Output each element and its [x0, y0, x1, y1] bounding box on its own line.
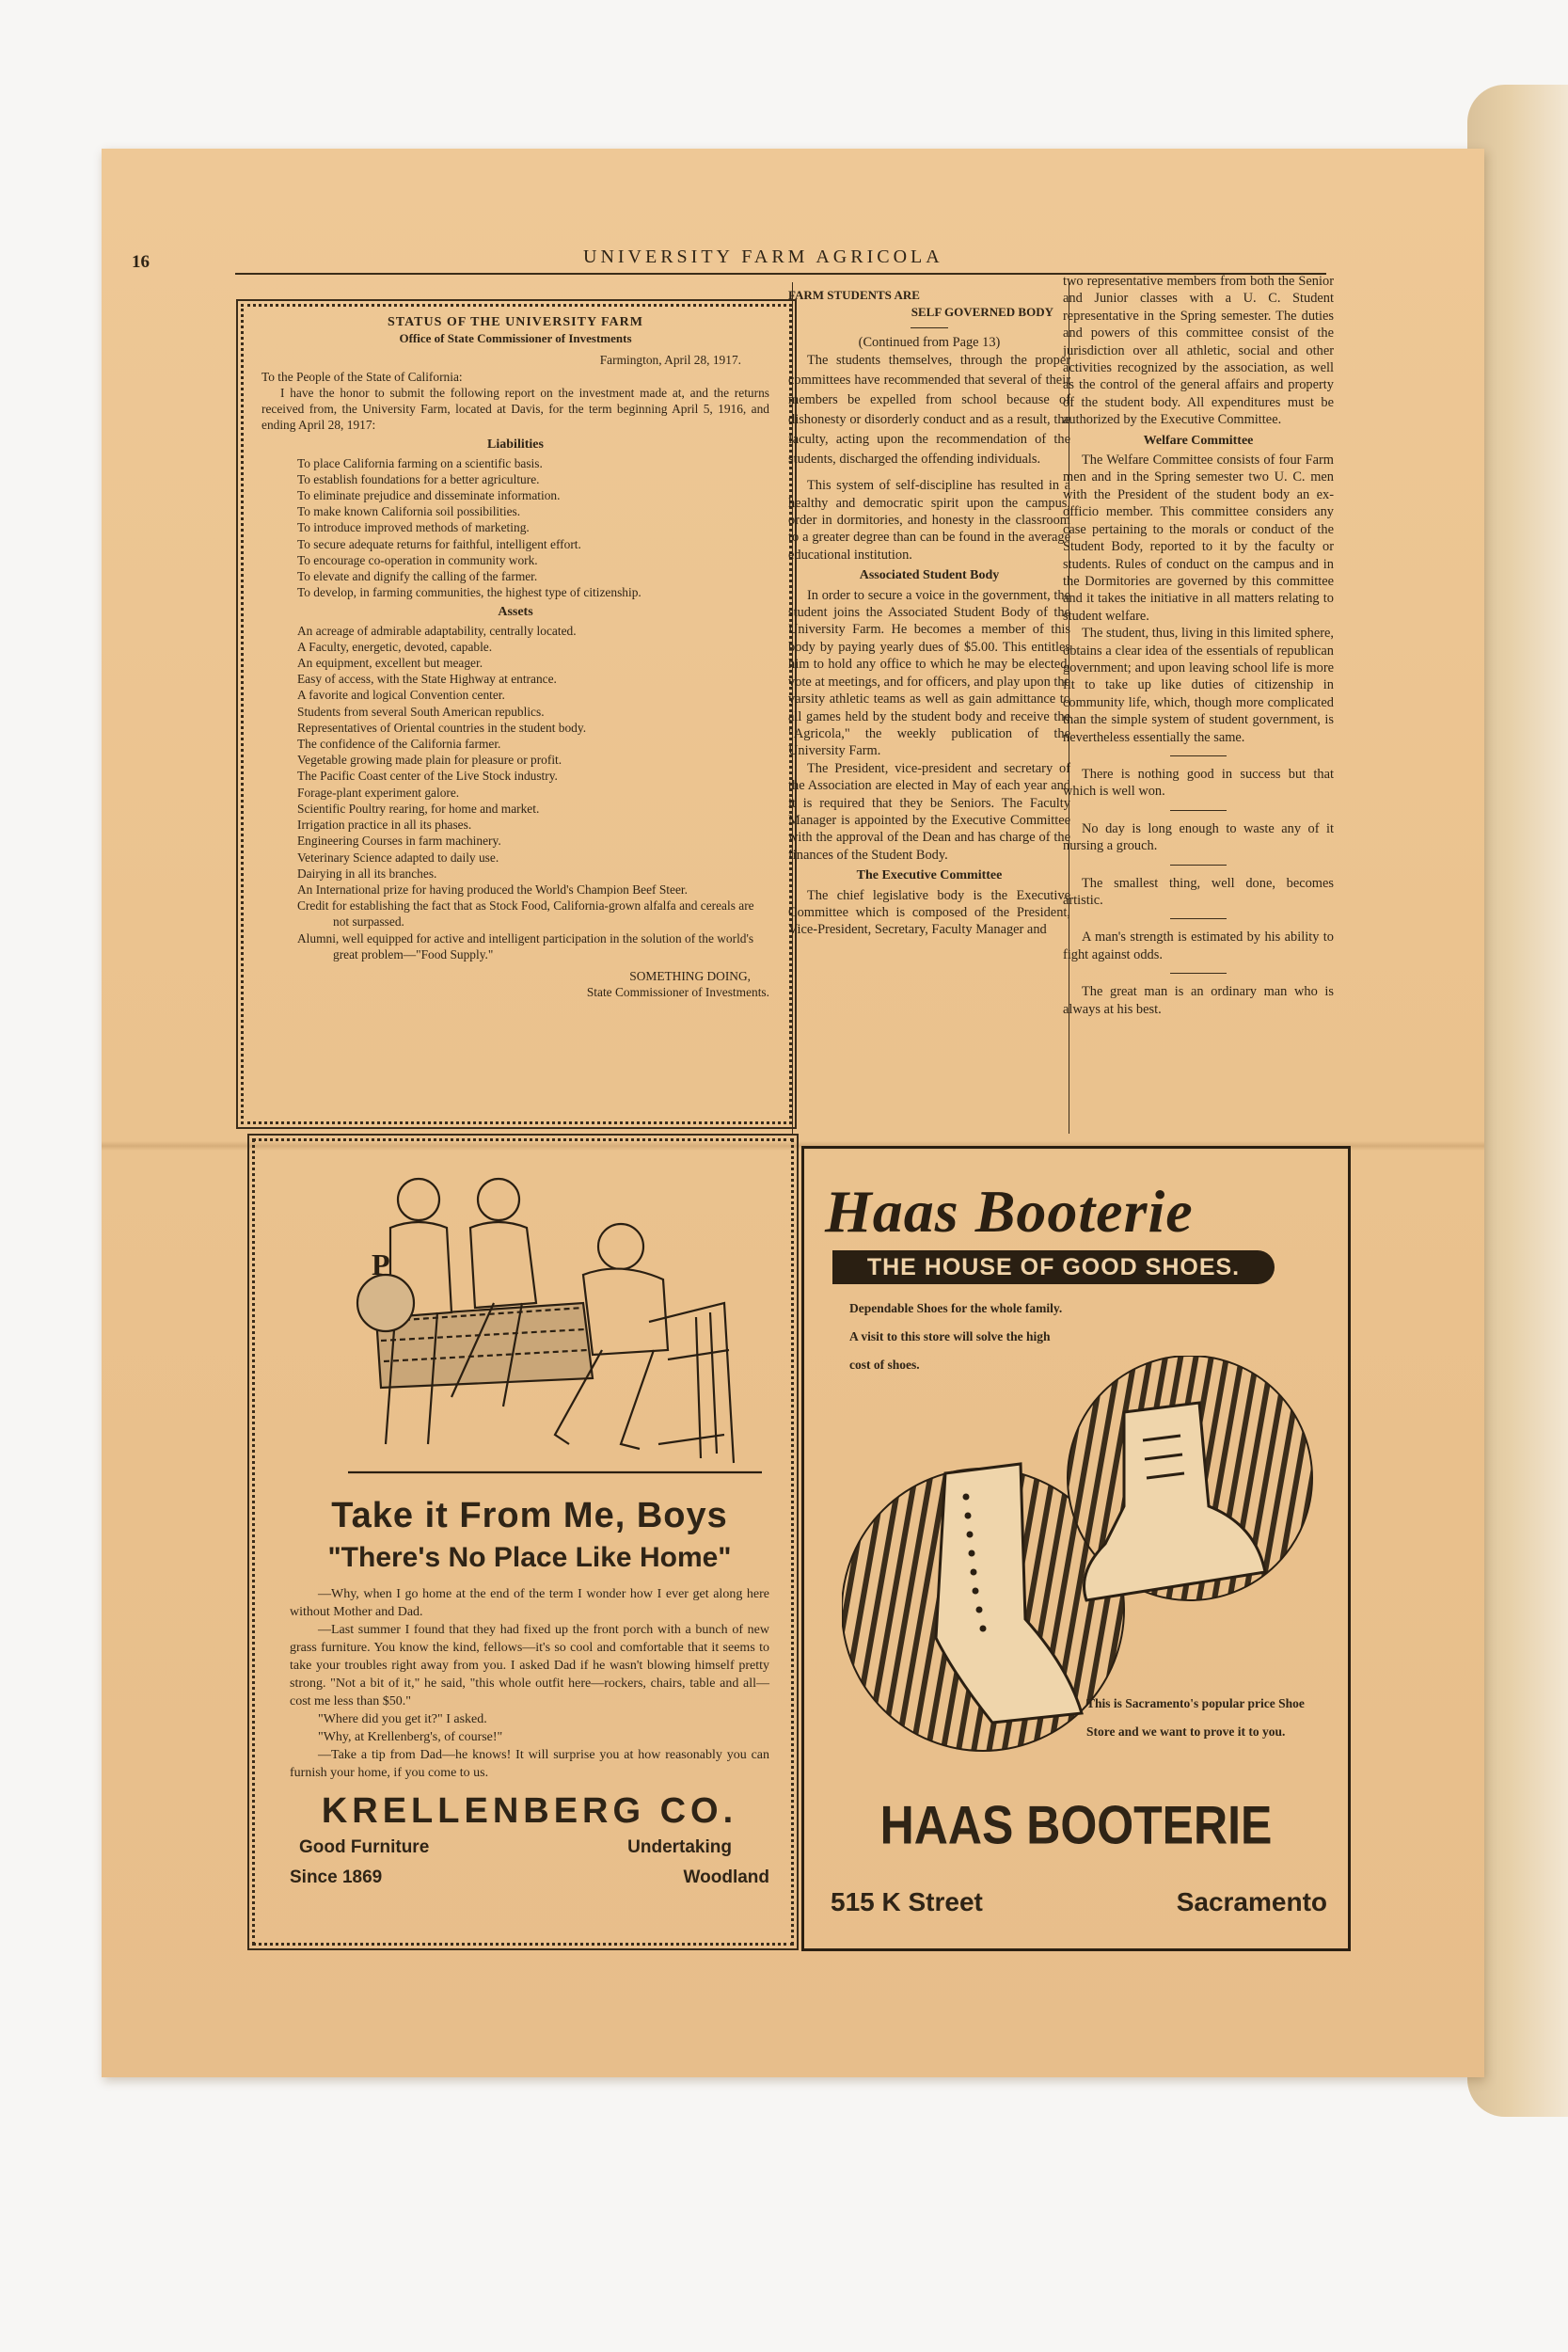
asset-item: An equipment, excellent but meager.: [297, 656, 483, 671]
status-intro: I have the honor to submit the following report on the investment made at, and the returns received from, the University Farm, located at Davis, for the term beginning April 5, 1916, and ending April 28, 1917:: [261, 385, 769, 433]
article-headline-1: FARM STUDENTS ARE: [788, 288, 920, 302]
continued-note: (Continued from Page 13): [858, 334, 1001, 350]
asset-item: An acreage of admirable adaptability, centrally located.: [297, 623, 577, 638]
article-paragraph: two representative members from both the Senior and Junior classes with a U. C. Student representative in the Spring semester. The duties and powers of this committee consist of the jurisdiction over all athletic, social and other activities recognized by the association, as well as the control of the general affairs and property of the student body. All expenditures must be authorized by the Executive Committee.: [1063, 274, 1334, 428]
krellenberg-furniture: Good Furniture: [299, 1837, 430, 1857]
filler-item: The great man is an ordinary man who is always at his best.: [1063, 984, 1334, 1017]
assets-list: [261, 623, 769, 962]
asset-item: Students from several South American republics.: [297, 704, 545, 719]
krellenberg-ad: [290, 1496, 769, 1888]
status-signature: SOMETHING DOING,: [629, 968, 751, 983]
status-article: [261, 310, 769, 1000]
asset-item: Representatives of Oriental countries in the student body.: [297, 720, 587, 735]
asset-item: Forage-plant experiment galore.: [297, 785, 460, 800]
filler-rule: [1170, 810, 1227, 811]
asset-item: The confidence of the California farmer.: [297, 737, 501, 752]
article-column-2: [1063, 273, 1334, 1018]
filler-item: The smallest thing, well done, becomes artistic.: [1063, 875, 1334, 908]
masthead-title: UNIVERSITY FARM AGRICOLA: [583, 246, 943, 267]
exec-heading: The Executive Committee: [856, 868, 1003, 883]
article-paragraph: In order to secure a voice in the government, the student joins the Associated Student Body of the University Farm. He becomes a member of this body by paying yearly dues of $5.00. This entitles him to hold any office to which he may be elected, vote at meetings, and for officers, and play upon the varsity athletic teams as well as gain admittance to all games held by the student body and receive the "Agricola," the weekly publication of the University Farm.: [788, 587, 1070, 759]
asset-item: A Faculty, energetic, devoted, capable.: [297, 639, 493, 654]
svg-text:P: P: [372, 1248, 390, 1281]
haas-note-1: Dependable Shoes for the whole family. A visit to this store will solve the high cost of shoes.: [849, 1301, 1063, 1372]
krellenberg-location: [290, 1867, 769, 1888]
haas-address: 515 K Street: [831, 1887, 983, 1916]
furniture-illustration: [339, 1162, 771, 1482]
welfare-heading: Welfare Committee: [1143, 433, 1254, 448]
liability-item: To encourage co-operation in community work.: [297, 552, 538, 567]
asset-item: An International prize for having produced the World's Champion Beef Steer.: [297, 882, 688, 897]
krellenberg-town: Woodland: [683, 1867, 769, 1887]
liability-item: To secure adequate returns for faithful, intelligent effort.: [297, 536, 581, 551]
liability-item: To develop, in farming communities, the highest type of citizenship.: [297, 585, 641, 600]
haas-note-2: This is Sacramento's popular price Shoe Store and we want to prove it to you.: [1086, 1696, 1305, 1739]
filler-rule: [1170, 865, 1227, 866]
article-column-1: [788, 287, 1070, 939]
article-headline-2: SELF GOVERNED BODY: [911, 305, 1053, 320]
krellenberg-since: Since 1869: [290, 1867, 383, 1887]
liability-item: To establish foundations for a better agriculture.: [297, 471, 540, 486]
article-paragraph: The student, thus, living in this limited sphere, obtains a clear idea of the essentials of republican government; and upon leaving school life is more fit to take up like duties of citizenship in community life, which, though more complicated than the simple system of student government, is nevertheless essentially the same.: [1063, 626, 1334, 745]
asset-item: Credit for establishing the fact that as Stock Food, California-grown alfalfa and cereals are not surpassed.: [297, 898, 754, 930]
haas-banner: THE HOUSE OF GOOD SHOES.: [832, 1250, 1275, 1284]
assets-heading: Assets: [498, 605, 533, 620]
krellenberg-name: KRELLENBERG CO.: [321, 1791, 738, 1831]
headline-rule: [911, 327, 948, 328]
status-signature-title: State Commissioner of Investments.: [586, 985, 769, 1000]
page-number: 16: [132, 252, 150, 272]
haas-logo: Haas Booterie: [825, 1178, 1194, 1245]
krellenberg-headline: Take it From Me, Boys: [331, 1496, 728, 1535]
liability-item: To place California farming on a scientific basis.: [297, 455, 543, 470]
filler-item: A man's strength is estimated by his ability to fight against odds.: [1063, 930, 1334, 962]
asset-item: Easy of access, with the State Highway at entrance.: [297, 672, 557, 687]
liability-item: To introduce improved methods of marketing.: [297, 520, 530, 535]
asset-item: The Pacific Coast center of the Live Stock industry.: [297, 769, 558, 784]
filler-item: There is nothing good in success but that which is well won.: [1063, 766, 1334, 800]
krellenberg-tagline: [290, 1837, 769, 1858]
article-paragraph: The chief legislative body is the Executive Committee which is composed of the President, Vice-President, Secretary, Faculty Manager and: [788, 887, 1070, 938]
filler-rule: [1170, 973, 1227, 974]
krellenberg-subhead: "There's No Place Like Home": [327, 1542, 732, 1573]
filler-item: No day is long enough to waste any of it nursing a grouch.: [1063, 820, 1334, 854]
article-paragraph: This system of self-discipline has resulted in a healthy and democratic spirit upon the campus, order in dormitories, and honesty in the classroom to a greater degree than can be found in the average educational institution.: [788, 478, 1070, 563]
haas-city: Sacramento: [1176, 1887, 1327, 1916]
krellenberg-body: [290, 1585, 769, 1782]
haas-name: HAAS BOOTERIE: [879, 1794, 1273, 1856]
liability-item: To make known California soil possibilities.: [297, 504, 521, 519]
liability-item: To elevate and dignify the calling of the farmer.: [297, 569, 538, 584]
status-salutation: To the People of the State of California:: [261, 369, 463, 384]
haas-ad: [801, 1146, 1351, 1951]
krellenberg-body-text: —Last summer I found that they had fixed up the front porch with a bunch of new grass furniture. You know the kind, fellows—it's so cool and comfortable that it seems to take your troubles right away from you. I asked Dad if he wasn't blowing himself pretty strong. "Not a bit of it," he said, "this whole outfit here—rockers, chairs, table and all—cost me less than $50.": [290, 1623, 769, 1708]
article-paragraph: The President, vice-president and secretary of the Association are elected in May of each year and it is required that they be Seniors. The Faculty Manager is appointed by the Executive Committee with the approval of the Dean and has charge of the finances of the Student Body.: [788, 760, 1070, 863]
asset-item: Veterinary Science adapted to daily use.: [297, 850, 499, 865]
liabilities-heading: Liabilities: [487, 437, 544, 453]
asb-heading: Associated Student Body: [859, 568, 1000, 583]
status-subtitle: Office of State Commissioner of Investments: [399, 331, 632, 346]
krellenberg-body-text: —Why, when I go home at the end of the term I wonder how I ever get along here without Mother and Dad.: [290, 1587, 769, 1619]
asset-item: Scientific Poultry rearing, for home and market.: [297, 801, 540, 816]
krellenberg-body-text: —Take a tip from Dad—he knows! It will surprise you at how reasonably you can furnish your home, if you come to us.: [290, 1748, 769, 1780]
asset-item: Dairying in all its branches.: [297, 866, 437, 881]
asset-item: Vegetable growing made plain for pleasure or profit.: [297, 753, 562, 768]
liabilities-list: [261, 455, 769, 601]
status-date: Farmington, April 28, 1917.: [599, 353, 741, 368]
asset-item: Irrigation practice in all its phases.: [297, 818, 472, 833]
article-paragraph: The students themselves, through the proper committees have recommended that several of their members be expelled from school because of dishonesty or disorderly conduct and as a result, the faculty, acting upon the recommendation of the students, discharged the offending individuals.: [788, 353, 1070, 468]
asset-item: Alumni, well equipped for active and intelligent participation in the solution of the world's great problem—"Food Supply.": [297, 930, 754, 961]
krellenberg-body-text: "Why, at Krellenberg's, of course!": [318, 1730, 503, 1744]
article-paragraph: The Welfare Committee consists of four Farm men and in the Spring semester two U. C. men with the President of the student body an ex-officio member. This committee considers any case pertaining to the morals or conduct of the Student Body, reported to it by the faculty or students. Rules of conduct on the campus and in the Dormitories are governed by this committee and it takes the initiative in all matters relating to student welfare.: [1063, 453, 1334, 624]
liability-item: To eliminate prejudice and disseminate information.: [297, 488, 561, 503]
krellenberg-body-text: "Where did you get it?" I asked.: [318, 1712, 487, 1726]
status-title: STATUS OF THE UNIVERSITY FARM: [388, 315, 643, 329]
asset-item: Engineering Courses in farm machinery.: [297, 834, 501, 849]
asset-item: A favorite and logical Convention center.: [297, 688, 505, 703]
filler-rule: [1170, 918, 1227, 919]
krellenberg-undertaking: Undertaking: [627, 1837, 732, 1857]
filler-rule: [1170, 755, 1227, 756]
